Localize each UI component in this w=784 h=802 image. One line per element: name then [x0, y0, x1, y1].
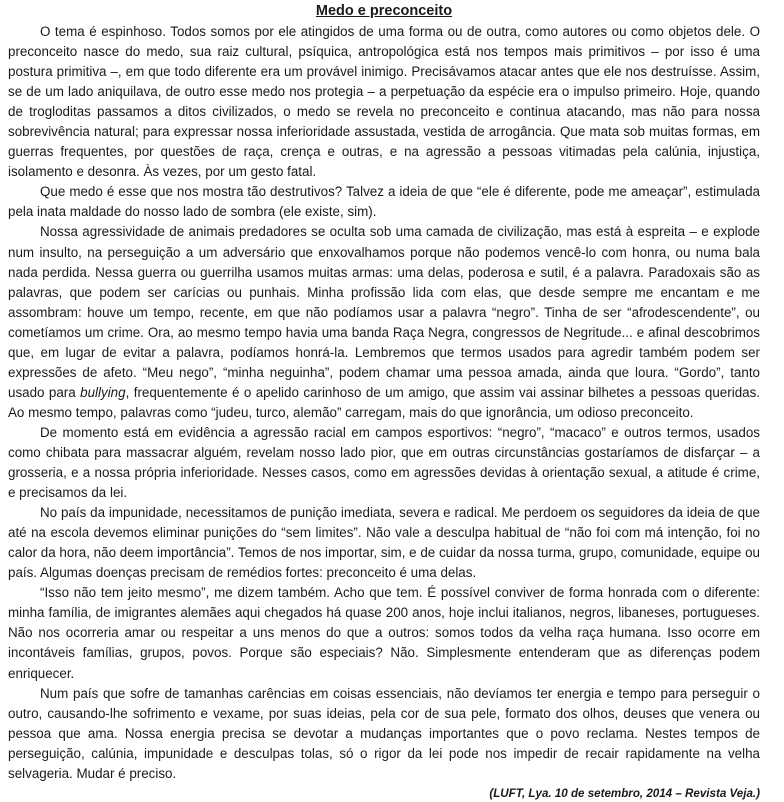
paragraph-text: Nossa agressividade de animais predadores se oculta sob uma camada de civilização, mas está à espreita – e explode num insulto, na perseguição a um adversário que enxovalhamos porque não podemos vencê-lo com honra, ou numa bala nada perdida. Nessa guerra ou guerrilha usamos muitas armas: uma delas, poderosa e sutil, é a palavra. Paradoxais são as palavras, que podem ser carícias ou punhais. Minha profissão lida com elas, que desde sempre me encantam e me assombram: houve um tempo, recente, em que não podíamos usar a palavra “negro”. Tinha de ser “afrodescendente”, ou cometíamos um crime. Ora, ao mesmo tempo havia uma banda Raça Negra, congressos de Negritude... e afinal descobrimos que, em lugar de evitar a palavra, podíamos honrá-la. Lembremos que termos usados para agredir também podem ser expressões de afeto. “Meu nego”, “minha neguinha”, podem chamar uma pessoa amada, ainda que loura. “Gordo”, tanto usado para: [8, 224, 760, 400]
paragraph: [8, 182, 760, 222]
paragraph-text: No país da impunidade, necessitamos de punição imediata, severa e radical. Me perdoem os seguidores da ideia de que até na escola devemos eliminar punições do “sem limites”. Não vale a desculpa habitual de “não foi com má intenção, foi no calor da hora, não deem importância”. Temos de nos importar, sim, e de cuidar da nossa turma, grupo, comunidade, equipe ou país. Algumas doenças precisam de remédios fortes: preconceito é uma delas.: [8, 505, 760, 581]
paragraph: [8, 22, 760, 182]
article-title: Medo e preconceito: [315, 3, 453, 19]
paragraph-text: Num país que sofre de tamanhas carências em coisas essenciais, não devíamos ter energia e tempo para perseguir o outro, causando-lhe sofrimento e vexame, por suas ideias, pela cor de sua pele, formato dos olhos, deuses que venera ou pessoa que ama. Nossa energia precisa se devotar a mudanças importantes que o povo reclama. Nestes tempos de perseguição, calúnia, impunidade e desculpas tolas, só o rigor da lei pode nos impedir de recair rapidamente na velha selvageria. Mudar é preciso.: [8, 685, 760, 781]
paragraph: [8, 684, 760, 784]
paragraph: [8, 222, 760, 422]
article-body: [8, 22, 760, 784]
paragraph: [8, 503, 760, 583]
paragraph-text: , frequentemente é o apelido carinhoso de um amigo, que assim vai assinar bilhetes a pessoas queridas. Ao mesmo tempo, palavras como “judeu, turco, alemão” carregam, mais do que ignorância, um odioso preconceito.: [8, 384, 760, 420]
italic-term: bullying: [80, 384, 126, 400]
paragraph-text: Que medo é esse que nos mostra tão destrutivos? Talvez a ideia de que “ele é diferente, pode me ameaçar”, estimulada pela inata maldade do nosso lado de sombra (ele existe, sim).: [8, 184, 760, 220]
source-citation: (LUFT, Lya. 10 de setembro, 2014 – Revista Veja.): [489, 786, 760, 800]
article: [8, 2, 760, 802]
paragraph: [8, 423, 760, 503]
paragraph: [8, 583, 760, 683]
paragraph-text: “Isso não tem jeito mesmo”, me dizem também. Acho que tem. É possível conviver de forma honrada com o diferente: minha família, de imigrantes alemães aqui chegados há quase 200 anos, hoje inclui italianos, negros, libaneses, portugueses. Não nos ocorreria amar ou respeitar a uns menos do que a outros: somos todos da velha raça humana. Isso ocorre em incontáveis famílias, grupos, povos. Porque são especiais? Não. Simplesmente entenderam que as diferenças podem enriquecer.: [8, 585, 760, 681]
paragraph-text: O tema é espinhoso. Todos somos por ele atingidos de uma forma ou de outra, como autores ou como objetos dele. O preconceito nasce do medo, sua raiz cultural, psíquica, antropológica está nos tempos mais primitivos – por isso é uma postura primitiva –, em que todo diferente era um provável inimigo. Precisávamos atacar antes que ele nos destruísse. Assim, se de um lado aniquilava, de outro esse medo nos protegia – a perpetuação da espécie era o impulso primeiro. Hoje, quando de trogloditas passamos a ditos civilizados, o medo se revela no preconceito e continua atacando, mas não para nossa sobrevivência natural; para expressar nossa inferioridade assustada, vestida de arrogância. Que mata sob muitas formas, em guerras frequentes, por questões de raça, crença e outras, e na agressão a pessoas vitimadas pela calúnia, injustiça, isolamento e desonra. Às vezes, por um gesto fatal.: [8, 24, 760, 180]
paragraph-text: De momento está em evidência a agressão racial em campos esportivos: “negro”, “macaco” e outros termos, usados como chibata para massacrar alguém, revelam nosso lado pior, que em outras circunstâncias gostaríamos de disfarçar – a grosseria, e a nossa própria inferioridade. Nesses casos, como em agressões devidas à orientação sexual, a atitude é crime, e precisamos da lei.: [8, 424, 760, 501]
